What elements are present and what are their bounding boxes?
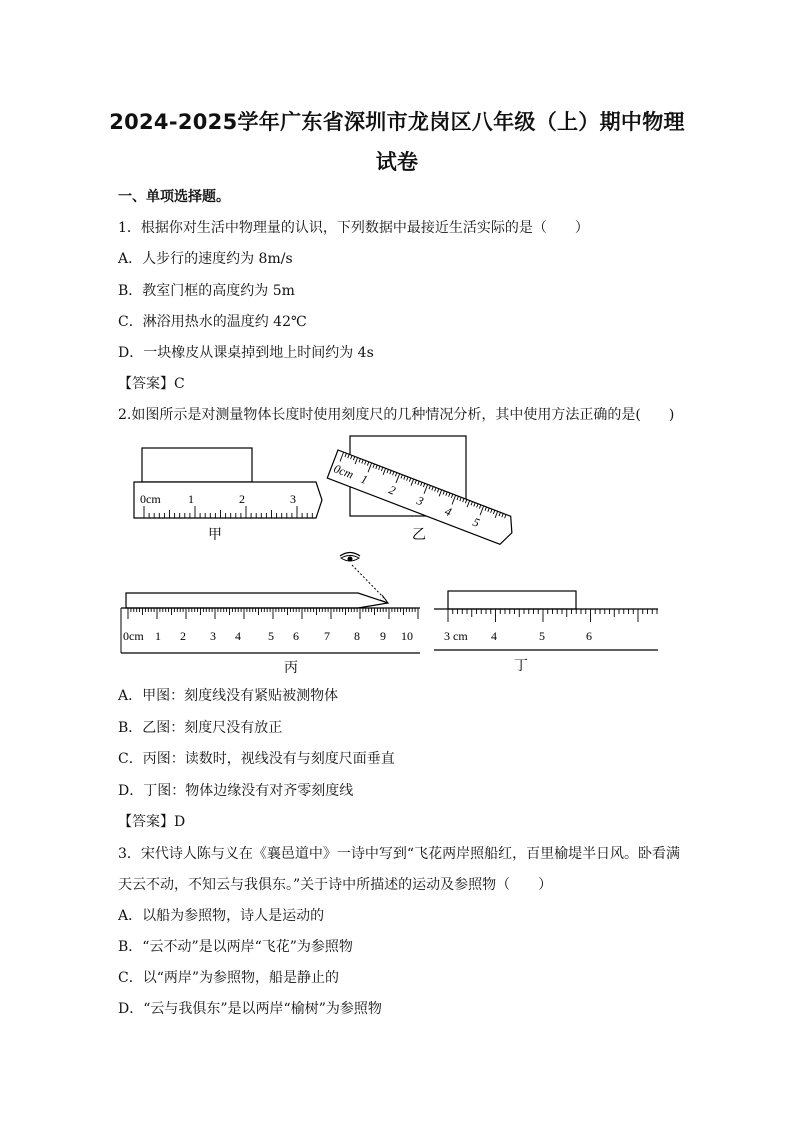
- ding-object: [448, 591, 576, 609]
- page-title-line1: 2024-2025学年广东省深圳市龙岗区八年级（上）期中物理: [109, 110, 685, 134]
- page-title-line2: 试卷: [375, 150, 419, 174]
- question-1-option-c: C．淋浴用热水的温度约 42℃: [118, 314, 307, 330]
- question-2-option-b: B．乙图：刻度尺没有放正: [118, 720, 283, 736]
- yi-caption: 乙: [412, 528, 426, 543]
- ruler-figure-svg: [118, 428, 663, 678]
- question-3-stem-line1: 3．宋代诗人陈与义在《襄邑道中》一诗中写到“飞花两岸照船红，百里榆堤半日风。卧看满: [118, 846, 681, 862]
- jia-caption: 甲: [208, 528, 222, 543]
- ruler-diagram-jia: [134, 448, 322, 543]
- bing-tick-label: 9: [380, 629, 386, 643]
- bing-tick-label: 7: [324, 629, 330, 643]
- question-2-option-d: D．丁图：物体边缘没有对齐零刻度线: [118, 783, 354, 799]
- question-3-stem-line2: 天云不动，不知云与我俱东。”关于诗中所描述的运动及参照物（ ）: [118, 877, 553, 893]
- ding-tick-label: 3 cm: [444, 629, 468, 643]
- yi-tick-label: 3: [414, 493, 426, 509]
- jia-tick-label: 1: [188, 492, 194, 506]
- question-1-option-d: D．一块橡皮从课桌掉到地上时间约为 4s: [118, 345, 374, 361]
- bing-tick-label: 5: [268, 629, 274, 643]
- section-heading: 一、单项选择题。: [118, 189, 230, 205]
- yi-tick-label: 1: [358, 471, 370, 487]
- yi-tick-label: 2: [386, 482, 398, 498]
- bing-tick-label: 1: [155, 629, 161, 643]
- question-1-option-b: B．教室门框的高度约为 5m: [118, 283, 295, 299]
- bing-tick-label: 10: [401, 629, 413, 643]
- question-1-stem: 1．根据你对生活中物理量的认识，下列数据中最接近生活实际的是（ ）: [118, 220, 589, 236]
- jia-tick-label: 0cm: [140, 492, 161, 506]
- ruler-figure: [118, 428, 663, 682]
- question-3-option-d: D．“云与我俱东”是以两岸“榆树”为参照物: [118, 1001, 382, 1017]
- ruler-diagram-ding: [434, 591, 658, 674]
- bing-tick-label: 4: [235, 629, 241, 643]
- bing-tick-label: 3: [210, 629, 216, 643]
- jia-tick-label: 2: [239, 492, 245, 506]
- bing-tick-label: 0cm: [123, 629, 144, 643]
- bing-tick-label: 8: [354, 629, 360, 643]
- ruler-diagram-yi: [327, 436, 517, 547]
- question-1-answer: 【答案】C: [118, 376, 185, 392]
- question-2-option-a: A．甲图：刻度线没有紧贴被测物体: [118, 688, 339, 704]
- bing-pencil: [126, 593, 388, 608]
- bing-tick-marks: [128, 608, 418, 619]
- eye-icon: [340, 553, 360, 562]
- question-1-option-a: A．人步行的速度约为 8m/s: [118, 251, 293, 267]
- question-2-option-c: C．丙图：读数时，视线没有与刻度尺面垂直: [118, 751, 395, 767]
- ding-tick-label: 6: [586, 629, 592, 643]
- bing-caption: 丙: [284, 661, 298, 676]
- question-3-option-c: C．以“两岸”为参照物，船是静止的: [118, 970, 340, 986]
- ding-caption: 丁: [514, 659, 528, 674]
- question-2-stem: 2.如图所示是对测量物体长度时使用刻度尺的几种情况分析，其中使用方法正确的是( ): [118, 407, 675, 423]
- question-3-option-a: A．以船为参照物，诗人是运动的: [118, 908, 325, 924]
- ding-tick-label: 5: [539, 629, 545, 643]
- yi-tick-label: 5: [470, 514, 482, 530]
- jia-object: [142, 448, 252, 482]
- jia-tick-label: 3: [290, 492, 296, 506]
- ruler-diagram-bing: [121, 553, 420, 677]
- bing-tick-label: 6: [293, 629, 299, 643]
- question-2-answer: 【答案】D: [118, 814, 186, 830]
- bing-tick-label: 2: [180, 629, 186, 643]
- yi-tick-label: 0cm: [331, 461, 356, 482]
- ding-tick-marks: [448, 609, 657, 622]
- yi-tick-label: 4: [442, 503, 454, 520]
- question-3-option-b: B．“云不动”是以两岸“飞花”为参照物: [118, 939, 353, 955]
- ding-tick-label: 4: [491, 629, 497, 643]
